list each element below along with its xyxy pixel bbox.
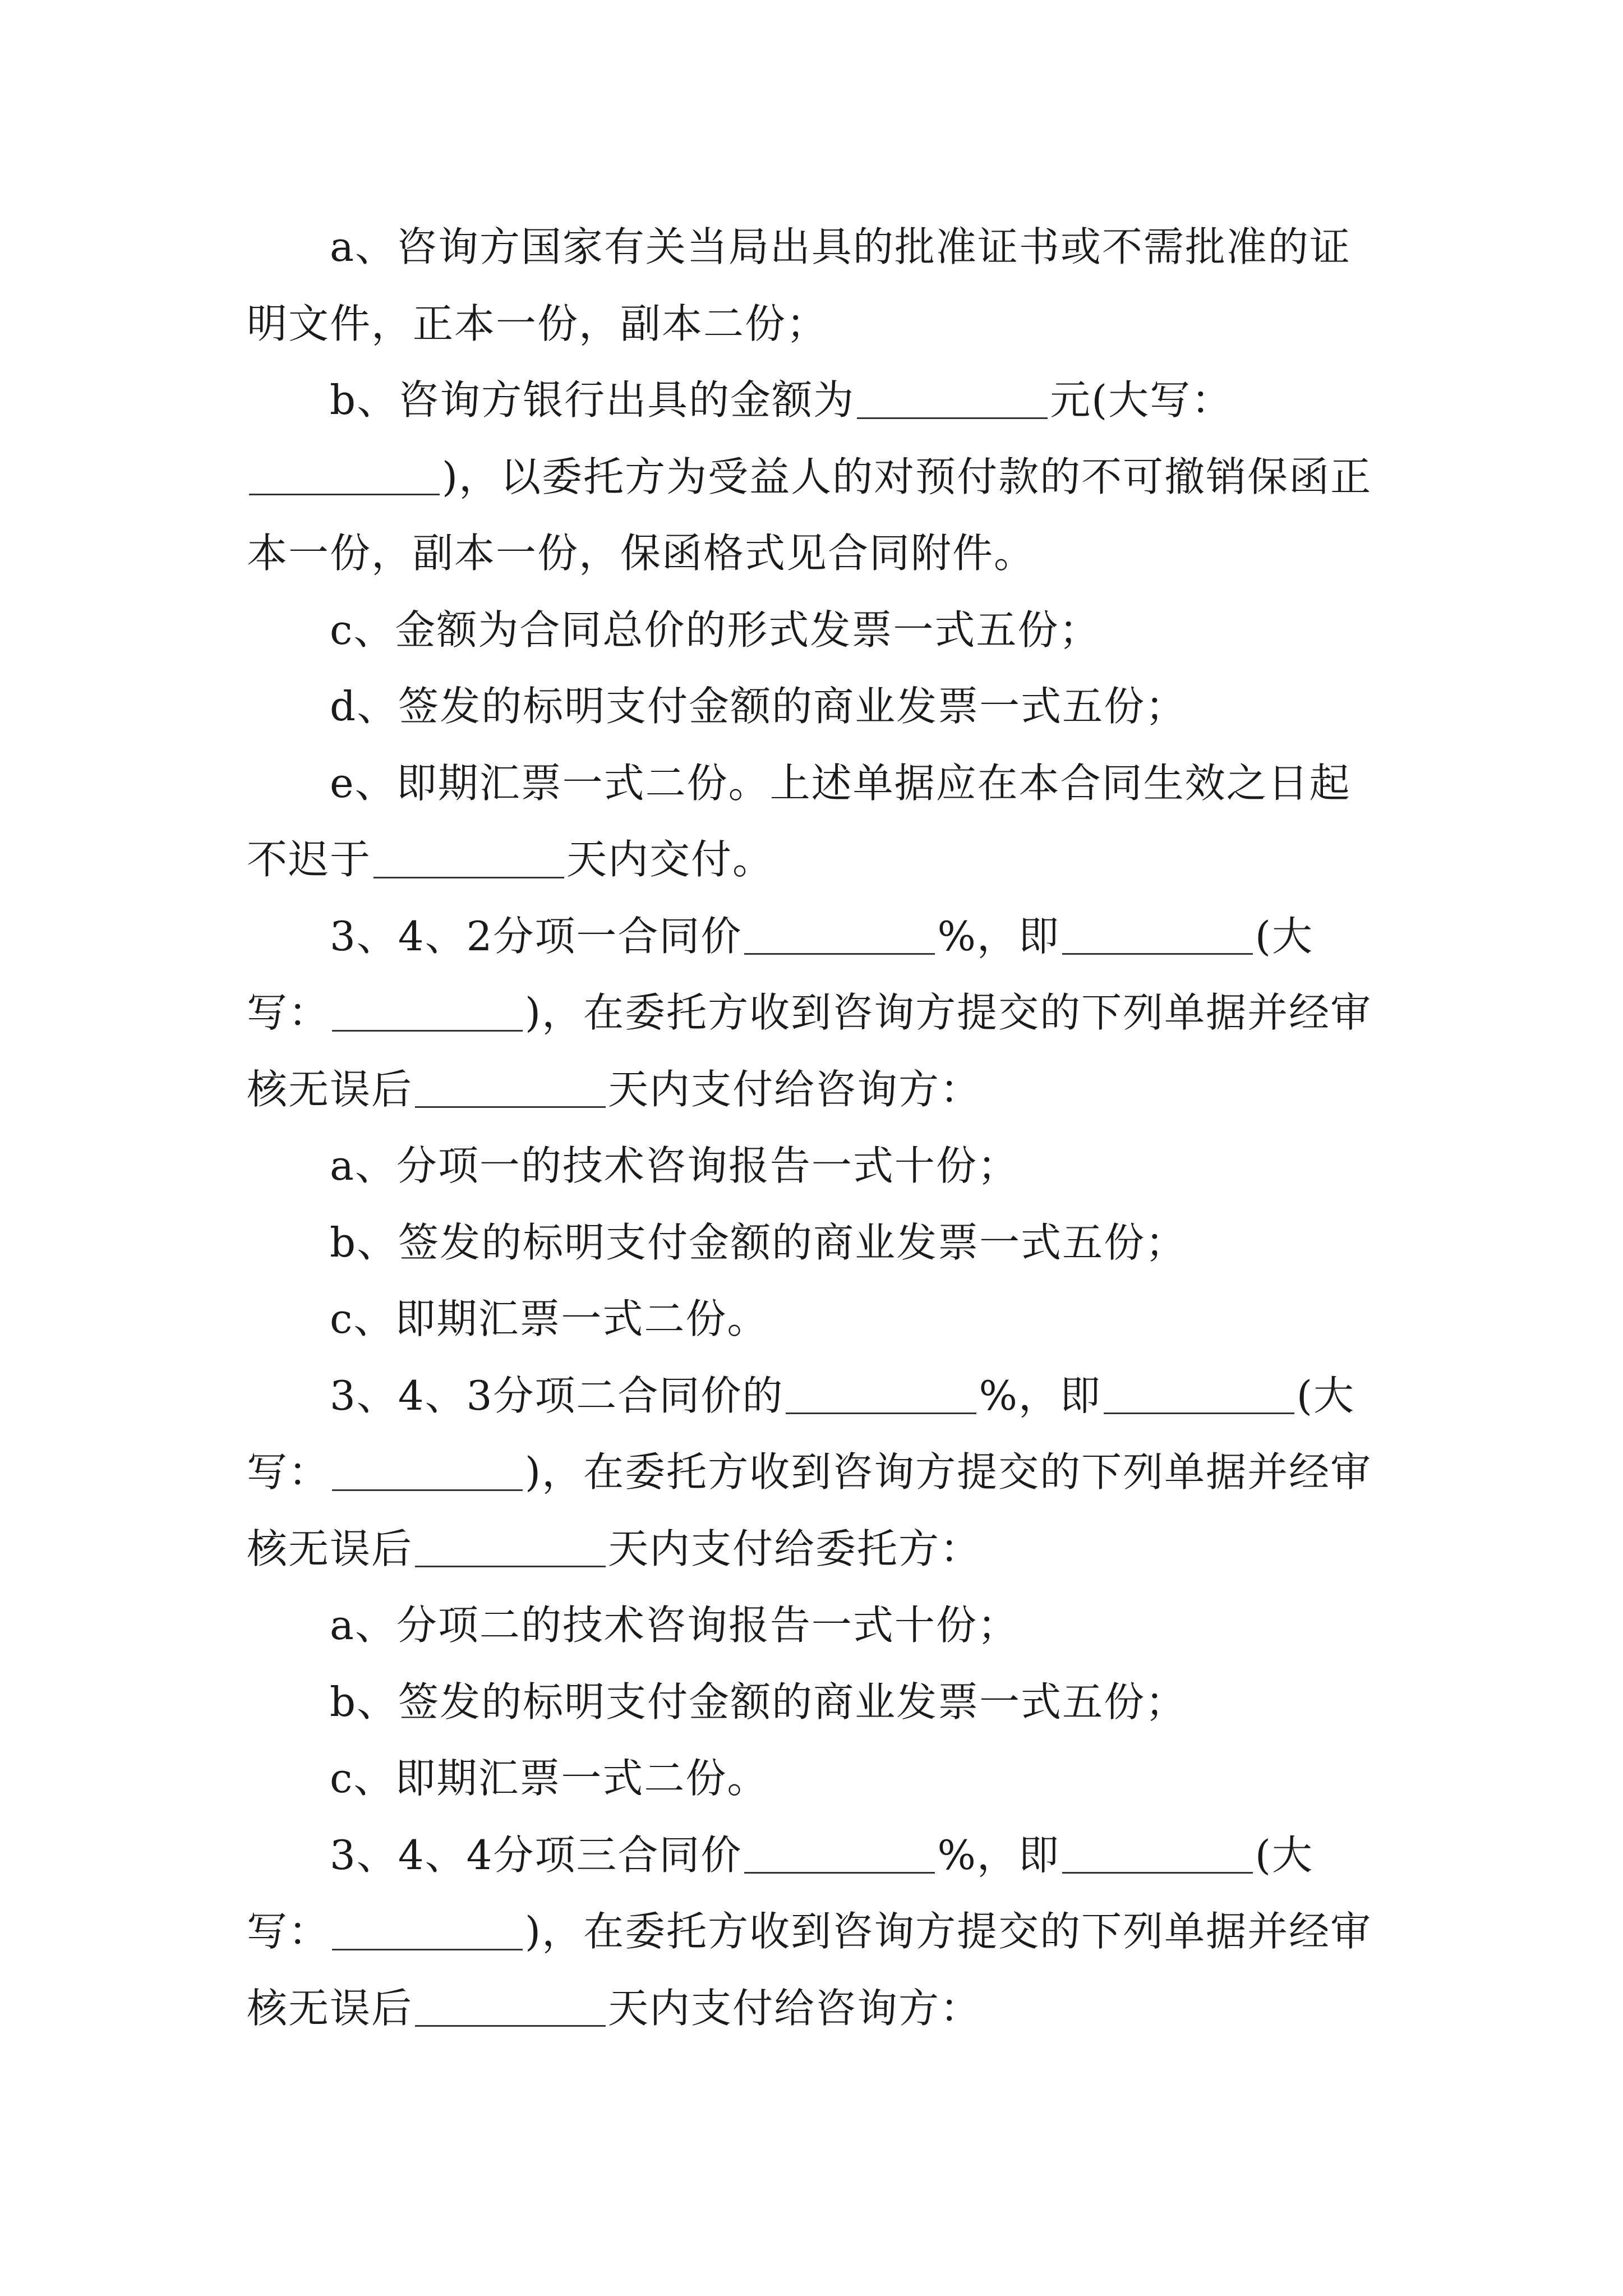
clause-3-4-3 <box>247 1358 1380 1588</box>
paragraph-b-bank-guarantee <box>247 362 1380 592</box>
paragraph-text: %，即 <box>937 1831 1060 1879</box>
days-blank <box>415 1985 606 2027</box>
paragraph-text: c、即期汇票一式二份。 <box>330 1295 769 1342</box>
amount-in-words-blank <box>332 1449 523 1491</box>
amount-blank <box>1104 1372 1294 1414</box>
paragraph-text: 天内支付给委托方： <box>608 1525 982 1572</box>
paragraph-text: 天内交付。 <box>566 836 774 883</box>
amount-in-words-blank <box>332 1908 523 1950</box>
percent-blank <box>744 1832 935 1874</box>
paragraph-a-item-one-report <box>247 1128 1380 1204</box>
amount-blank <box>857 377 1048 419</box>
paragraph-text: e、即期汇票一式二份。上述单据应在本合同生效之日起不迟于 <box>247 759 1351 883</box>
paragraph-text: c、即期汇票一式二份。 <box>330 1755 769 1802</box>
paragraph-text: a、咨询方国家有关当局出具的批准证书或不需批准的证明文件，正本一份，副本二份； <box>247 223 1351 347</box>
percent-blank <box>744 913 935 955</box>
paragraph-a-approval-certificate <box>247 209 1380 362</box>
paragraph-b-commercial-invoice <box>247 1664 1380 1741</box>
paragraph-c-sight-draft <box>247 1281 1380 1358</box>
days-blank <box>374 836 564 878</box>
paragraph-e-sight-draft <box>247 745 1380 898</box>
clause-3-4-4 <box>247 1817 1380 2047</box>
paragraph-text: a、分项一的技术咨询报告一式十份； <box>330 1142 1019 1189</box>
amount-blank <box>1062 1832 1253 1874</box>
paragraph-text: %，即 <box>979 1372 1101 1419</box>
paragraph-text: 天内支付给咨询方： <box>608 1984 982 2032</box>
amount-in-words-blank <box>249 453 440 495</box>
amount-blank <box>1062 913 1253 955</box>
days-blank <box>415 1525 606 1567</box>
paragraph-text: 元(大写： <box>1050 376 1233 424</box>
paragraph-text: )，以委托方为受益人的对预付款的不可撤销保函正本一份，副本一份，保函格式见合同附件。 <box>247 453 1372 577</box>
percent-blank <box>786 1372 976 1414</box>
paragraph-text: b、签发的标明支付金额的商业发票一式五份； <box>330 1218 1187 1266</box>
paragraph-text: a、分项二的技术咨询报告一式十份； <box>330 1602 1019 1649</box>
paragraph-text: 3、4、3分项二合同价的 <box>330 1372 784 1419</box>
paragraph-a-item-two-report <box>247 1587 1380 1664</box>
paragraph-text: (大写： <box>247 1831 1313 1955</box>
paragraph-text: %，即 <box>937 912 1060 960</box>
paragraph-text: (大写： <box>247 1372 1355 1496</box>
document-body <box>247 209 1380 2046</box>
paragraph-d-commercial-invoice <box>247 668 1380 745</box>
paragraph-text: d、签发的标明支付金额的商业发票一式五份； <box>330 683 1187 730</box>
paragraph-text: 3、4、2分项一合同价 <box>330 912 743 960</box>
paragraph-text: c、金额为合同总价的形式发票一式五份； <box>330 606 1101 654</box>
clause-3-4-2 <box>247 898 1380 1128</box>
paragraph-text: 天内支付给咨询方： <box>608 1065 982 1113</box>
paragraph-c-proforma-invoice <box>247 592 1380 669</box>
paragraph-text: )，在委托方收到咨询方提交的下列单据并经审核无误后 <box>247 1448 1372 1572</box>
days-blank <box>415 1066 606 1108</box>
paragraph-text: )，在委托方收到咨询方提交的下列单据并经审核无误后 <box>247 989 1372 1113</box>
paragraph-c-sight-draft <box>247 1740 1380 1817</box>
amount-in-words-blank <box>332 990 523 1032</box>
paragraph-text: b、咨询方银行出具的金额为 <box>330 376 855 424</box>
paragraph-text: (大写： <box>247 912 1313 1036</box>
paragraph-text: 3、4、4分项三合同价 <box>330 1831 743 1879</box>
paragraph-text: b、签发的标明支付金额的商业发票一式五份； <box>330 1678 1187 1726</box>
paragraph-text: )，在委托方收到咨询方提交的下列单据并经审核无误后 <box>247 1908 1372 2032</box>
paragraph-b-commercial-invoice <box>247 1204 1380 1281</box>
